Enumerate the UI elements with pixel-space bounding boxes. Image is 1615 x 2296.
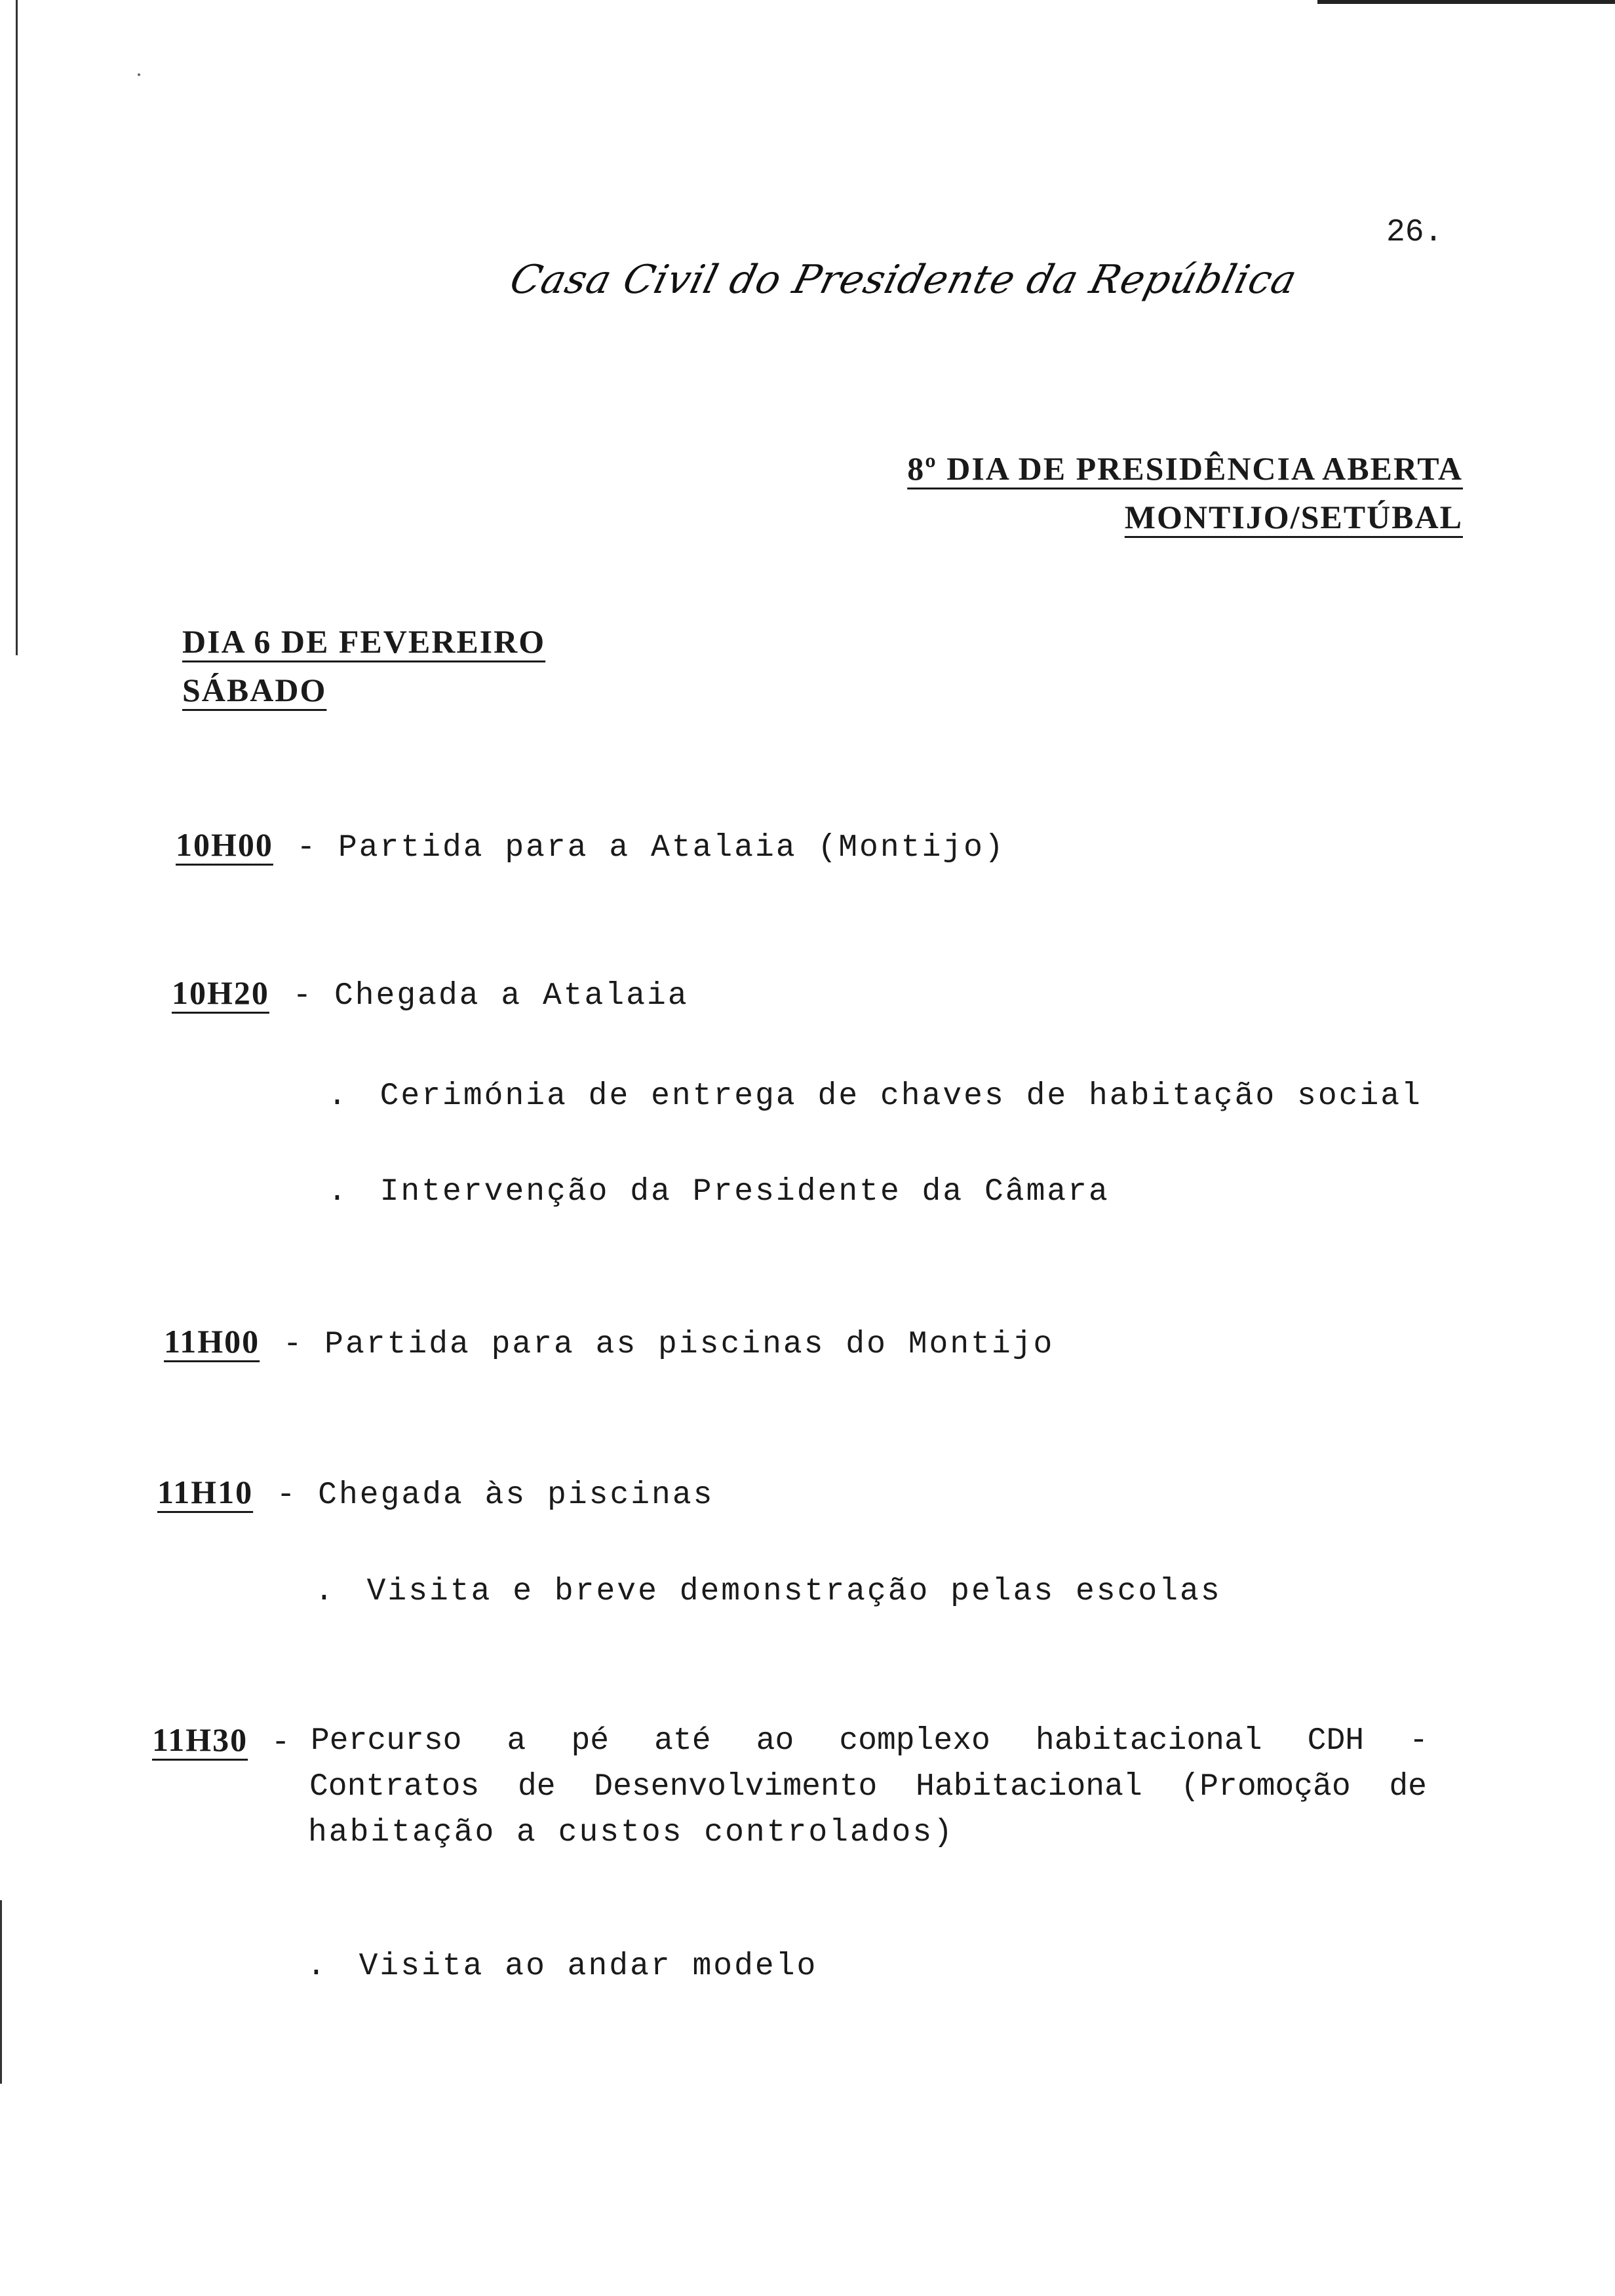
- word: ao: [756, 1723, 794, 1759]
- left-scan-edge: [16, 0, 18, 655]
- bullet-item: [315, 1574, 1222, 1609]
- word: Contratos: [309, 1769, 480, 1805]
- entry-text: Partida para a Atalaia (Montijo): [338, 830, 1005, 866]
- scan-speck: [138, 73, 140, 76]
- word: a: [507, 1723, 526, 1759]
- entry-time: 10H20: [172, 974, 269, 1011]
- entry-separator: -: [276, 1478, 298, 1513]
- schedule-entry: [157, 1473, 714, 1513]
- schedule-entry: [164, 1322, 1054, 1362]
- date-line-2: SÁBADO: [182, 672, 327, 708]
- date-line-1: DIA 6 DE FEVEREIRO: [182, 623, 546, 660]
- entry-text: Partida para as piscinas do Montijo: [324, 1327, 1055, 1362]
- left-scan-edge-lower: [0, 1900, 2, 2084]
- entry-separator: -: [292, 978, 314, 1014]
- bullet-marker: .: [307, 1949, 328, 1984]
- bullet-item: [328, 1174, 1110, 1210]
- schedule-entry: [172, 974, 689, 1014]
- entry-separator: -: [296, 830, 318, 866]
- bullet-item: [307, 1949, 817, 1984]
- bullet-text: Intervenção da Presidente da Câmara: [379, 1174, 1110, 1210]
- word: de: [517, 1769, 556, 1805]
- title-line-1: 8º DIA DE PRESIDÊNCIA ABERTA: [907, 450, 1463, 487]
- top-scan-edge: [1317, 0, 1615, 4]
- word: -: [1409, 1723, 1428, 1759]
- word: CDH: [1307, 1723, 1365, 1759]
- schedule-entry: [152, 1721, 292, 1761]
- bullet-text: Visita e breve demonstração pelas escolas: [366, 1574, 1222, 1609]
- word: complexo: [839, 1723, 990, 1759]
- word: (Promoção: [1180, 1769, 1351, 1805]
- word: de: [1389, 1769, 1427, 1805]
- entry-text-line-2: [309, 1769, 1427, 1805]
- word: habitacional: [1035, 1723, 1262, 1759]
- bullet-marker: .: [328, 1174, 349, 1210]
- entry-text: Chegada a Atalaia: [334, 978, 689, 1014]
- entry-separator: -: [271, 1725, 292, 1761]
- entry-text-line-3: habitação a custos controlados): [308, 1815, 954, 1850]
- bullet-marker: .: [328, 1079, 349, 1114]
- word: pé: [571, 1723, 610, 1759]
- title-line-2: MONTIJO/SETÚBAL: [1124, 499, 1463, 535]
- entry-text-line-1: [311, 1723, 1428, 1759]
- entry-text: Chegada às piscinas: [318, 1478, 714, 1513]
- entry-time: 11H00: [164, 1323, 260, 1360]
- entry-separator: -: [282, 1327, 304, 1362]
- entry-time: 11H30: [152, 1721, 248, 1758]
- entry-time: 10H00: [176, 826, 273, 863]
- bullet-text: Visita ao andar modelo: [359, 1949, 818, 1984]
- bullet-marker: .: [315, 1574, 336, 1609]
- page-number: 26.: [1386, 215, 1443, 250]
- bullet-item: [328, 1079, 1422, 1114]
- bullet-text: Cerimónia de entrega de chaves de habitação social: [379, 1079, 1422, 1114]
- word: até: [654, 1723, 711, 1759]
- schedule-entry: [176, 826, 1005, 866]
- word: Desenvolvimento: [594, 1769, 878, 1805]
- letterhead-script: Casa Civil do Presidente da República: [505, 257, 1302, 303]
- word: Percurso: [311, 1723, 462, 1759]
- entry-time: 11H10: [157, 1474, 254, 1510]
- word: Habitacional: [916, 1769, 1142, 1805]
